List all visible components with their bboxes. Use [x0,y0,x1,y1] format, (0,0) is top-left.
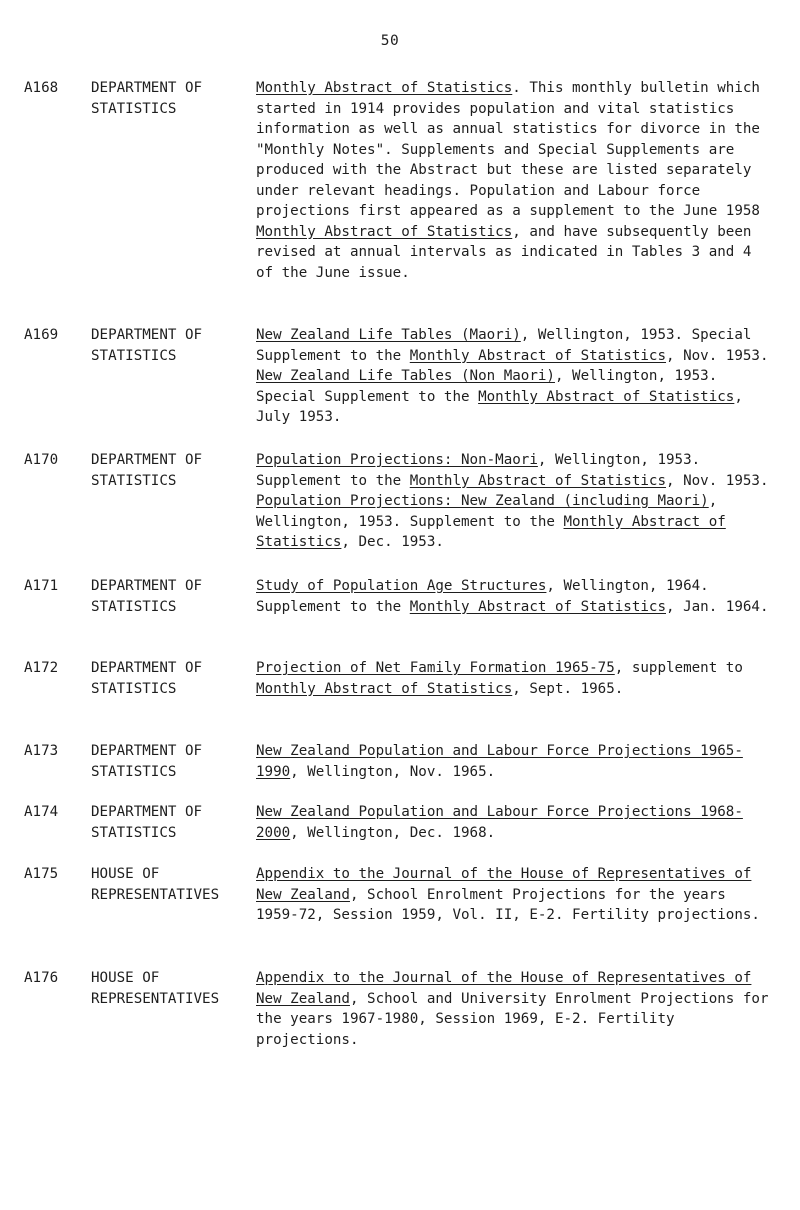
entry-detail: , School and University Enrolment Projections for the years 1967-1980, Session 1969, E-2. Fertility projections. [256,990,769,1048]
entry-detail: , Wellington, 1953. Special Supplement to the [256,368,718,405]
entry-detail: . This monthly bulletin which started in 1914 provides population and vital statistics information as well as annual statistics for divorce in the "Monthly Notes". Supplements and Special Supplements are produced with the Abstract but these are listed separately under relevant headings. Population and Labour force projections first appeared as a supplement to the June 1958 [256,80,760,219]
entry-source: DEPARTMENT OF STATISTICS [91,804,203,841]
entry-source: DEPARTMENT OF STATISTICS [91,327,203,364]
entry-title: Monthly Abstract of Statistics [409,472,666,489]
entry-source: DEPARTMENT OF STATISTICS [91,578,203,615]
entry-title: Appendix to the Journal of the House of Representatives of New Zealand [256,970,752,1007]
entry-title: Monthly Abstract of Statistics [256,80,513,96]
bibliography-entry [0,325,800,450]
bibliography-entry [0,741,800,802]
entry-text [256,802,774,864]
entry-id: A173 [24,743,59,759]
entry-title: Monthly Abstract of Statistics [256,680,513,697]
entry-text [256,658,774,741]
entry-detail: , Wellington, 1953. Special Supplement to the [256,327,752,364]
entry-id: A170 [24,452,59,468]
entry-source: DEPARTMENT OF STATISTICS [91,743,203,780]
entry-title: Study of Population Age Structures [256,578,547,594]
entry-detail: , Wellington, 1964. Supplement to the [256,578,709,615]
bibliography-entry [0,968,800,1072]
entry-source: DEPARTMENT OF STATISTICS [91,452,203,489]
entry-text [256,78,774,325]
entry-detail: , Nov. 1953. [666,472,769,489]
entry-text [256,325,774,450]
entry-source: DEPARTMENT OF STATISTICS [91,660,203,697]
entry-title: New Zealand Life Tables (Non Maori) [256,368,555,384]
entry-id: A168 [24,80,59,96]
bibliography-list [0,78,800,1072]
entry-detail: , School Enrolment Projections for the years 1959-72, Session 1959, Vol. II, E-2. Fertility projections. [256,886,760,923]
entry-text [256,864,774,968]
entry-id: A176 [24,970,59,986]
entry-detail: , Wellington, Dec. 1968. [290,824,496,841]
entry-title: Monthly Abstract of Statistics [256,223,513,240]
entry-detail: , Dec. 1953. [341,534,444,550]
entry-title: New Zealand Population and Labour Force Projections 1968-2000 [256,804,743,841]
entry-id: A174 [24,804,59,820]
entry-title: Monthly Abstract of Statistics [409,347,666,364]
page-number: 50 [380,33,400,49]
entry-source: HOUSE OF REPRESENTATIVES [91,970,220,1007]
entry-detail: , Wellington, Nov. 1965. [290,763,496,780]
entry-text [256,968,774,1072]
entry-source: HOUSE OF REPRESENTATIVES [91,866,220,903]
entry-detail: , and have subsequently been revised at annual intervals as indicated in Tables 3 and 4 of the June issue. [256,223,752,281]
entry-source: DEPARTMENT OF STATISTICS [91,80,203,117]
entry-detail: , Wellington, 1953. Supplement to the [256,493,718,530]
entry-id: A169 [24,327,59,343]
entry-detail: , Jan. 1964. [666,598,769,615]
entry-detail: , Wellington, 1953. Supplement to the [256,452,701,489]
entry-title: Population Projections: New Zealand (including Maori) [256,493,709,509]
entry-title: Population Projections: Non-Maori [256,452,538,468]
entry-detail: , July 1953. [256,388,743,425]
entry-text [256,741,774,802]
entry-title: Monthly Abstract of Statistics [478,388,735,405]
bibliography-entry [0,802,800,864]
entry-id: A175 [24,866,59,882]
entry-id: A172 [24,660,59,676]
bibliography-entry [0,78,800,325]
entry-title: Monthly Abstract of Statistics [409,598,666,615]
entry-title: New Zealand Life Tables (Maori) [256,327,521,343]
entry-detail: , Sept. 1965. [512,680,624,697]
entry-title: Appendix to the Journal of the House of Representatives of New Zealand [256,866,752,903]
entry-text [256,576,774,658]
entry-title: Projection of Net Family Formation 1965-75 [256,660,615,676]
entry-text [256,450,774,576]
entry-id: A171 [24,578,59,594]
entry-title: New Zealand Population and Labour Force Projections 1965-1990 [256,743,743,780]
entry-title: Monthly Abstract of Statistics [256,513,726,550]
bibliography-entry [0,864,800,968]
entry-detail: , Nov. 1953. [666,347,769,364]
entry-detail: , supplement to [614,660,743,676]
bibliography-entry [0,576,800,658]
bibliography-entry [0,450,800,576]
bibliography-entry [0,658,800,741]
